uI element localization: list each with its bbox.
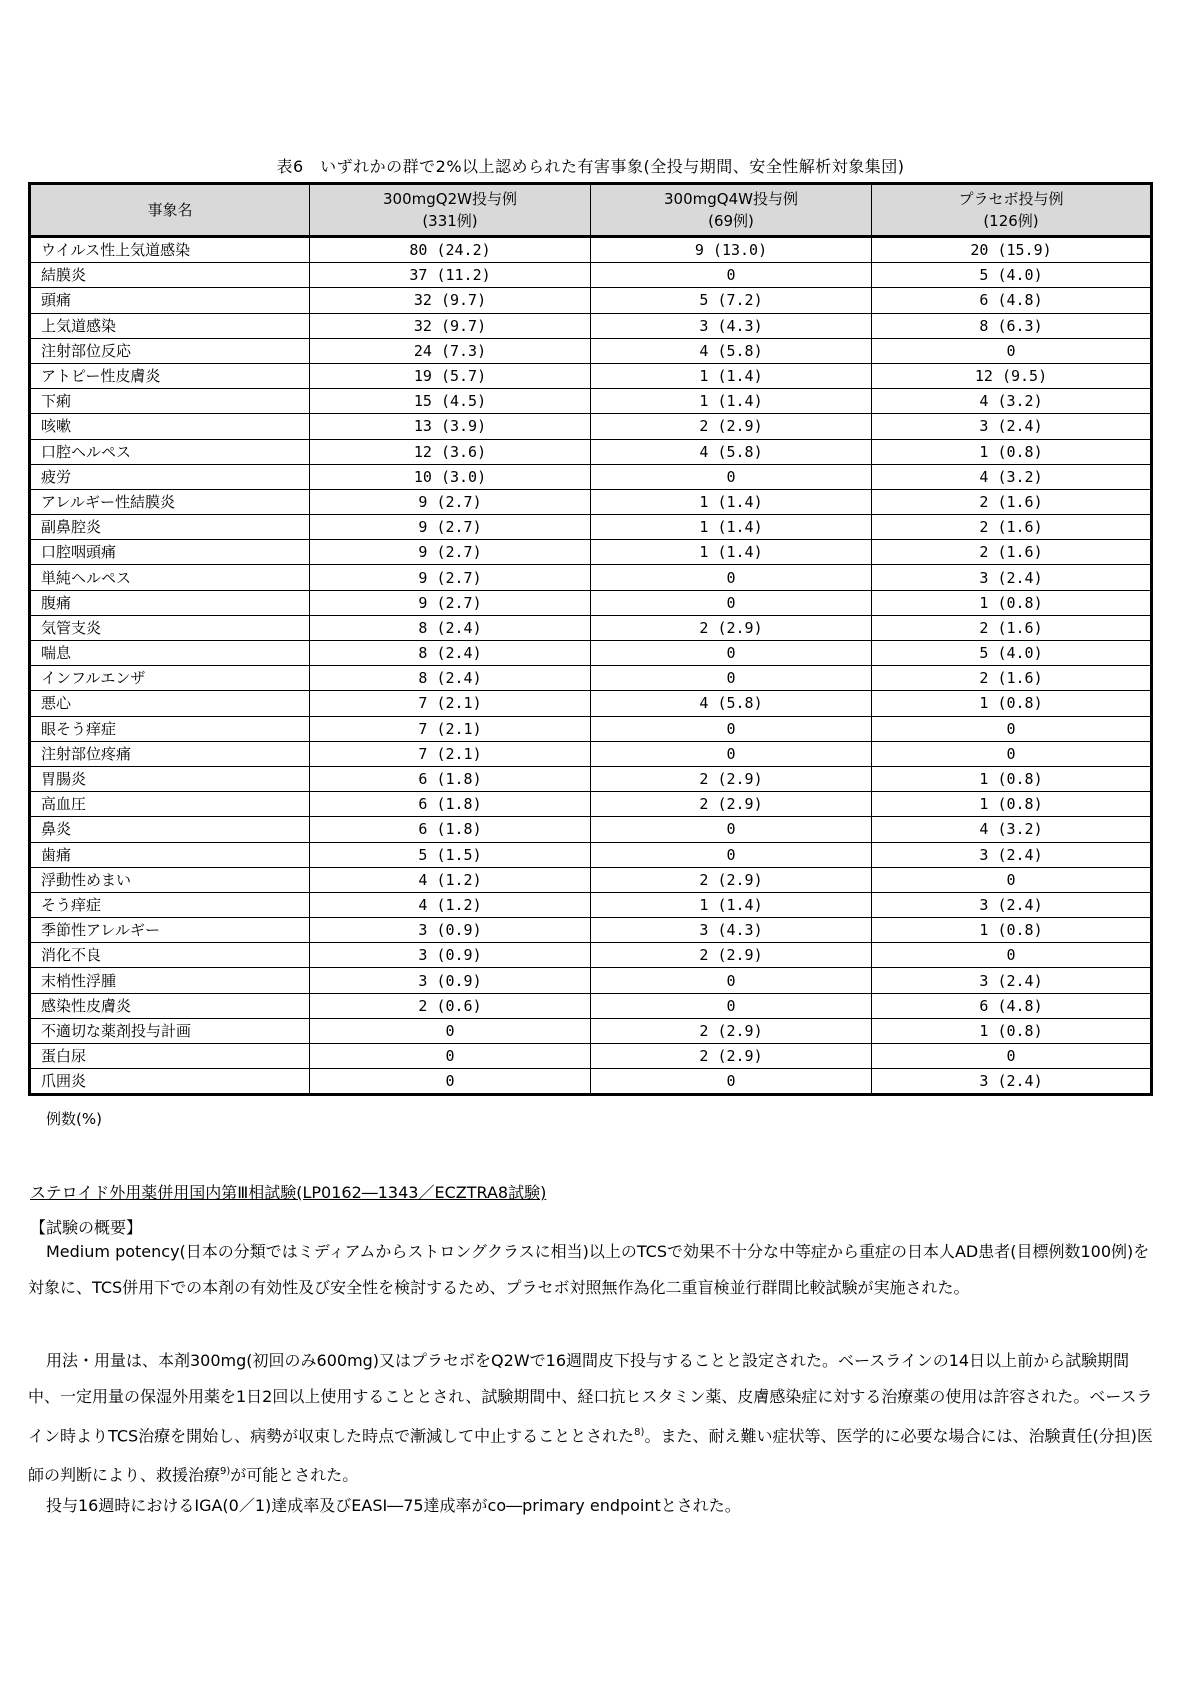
event-name-cell: 口腔咽頭痛	[30, 540, 310, 565]
table-row	[30, 716, 1152, 741]
placebo-cell: 1 (0.8)	[872, 792, 1152, 817]
table-row	[30, 565, 1152, 590]
q4w-cell: 1 (1.4)	[591, 540, 872, 565]
event-name-cell: 蛋白尿	[30, 1044, 310, 1069]
q4w-cell: 1 (1.4)	[591, 515, 872, 540]
table-row	[30, 263, 1152, 288]
table-row	[30, 439, 1152, 464]
table-row	[30, 1044, 1152, 1069]
q2w-cell: 8 (2.4)	[310, 666, 591, 691]
paragraph-dosage-text-a: 用法・用量は、本剤300mg(初回のみ600mg)又はプラセボをQ2Wで16週間皮下投与することと設定された。ベースラインの14日以上前から試験期間中、一定用量の保湿外用薬を1日2回以上使用することとされ、試験期間中、経口抗ヒスタミン薬、皮膚感染症に対する治療薬の使用は許容された。ベースライン時よりTCS治療を開始し、病勢が収束した時点で漸減して中止することとされた	[28, 1351, 1153, 1446]
header-q2w-count: (331例)	[422, 212, 478, 230]
placebo-cell: 6 (4.8)	[872, 993, 1152, 1018]
q2w-cell: 0	[310, 1044, 591, 1069]
event-name-cell: 副鼻腔炎	[30, 515, 310, 540]
q2w-cell: 6 (1.8)	[310, 817, 591, 842]
event-name-cell: 季節性アレルギー	[30, 918, 310, 943]
placebo-cell: 0	[872, 867, 1152, 892]
placebo-cell: 1 (0.8)	[872, 691, 1152, 716]
adverse-events-table	[28, 182, 1153, 1096]
event-name-cell: 末梢性浮腫	[30, 968, 310, 993]
placebo-cell: 3 (2.4)	[872, 842, 1152, 867]
placebo-cell: 3 (2.4)	[872, 414, 1152, 439]
q4w-cell: 0	[591, 741, 872, 766]
paragraph-dosage-text-c: が可能とされた。	[230, 1465, 359, 1485]
placebo-cell: 4 (3.2)	[872, 817, 1152, 842]
event-name-cell: 咳嗽	[30, 414, 310, 439]
table-row	[30, 817, 1152, 842]
q2w-cell: 9 (2.7)	[310, 489, 591, 514]
table-body	[30, 237, 1152, 1095]
table-row	[30, 464, 1152, 489]
q4w-cell: 0	[591, 1069, 872, 1095]
placebo-cell: 1 (0.8)	[872, 439, 1152, 464]
q4w-cell: 4 (5.8)	[591, 691, 872, 716]
q4w-cell: 2 (2.9)	[591, 792, 872, 817]
q2w-cell: 8 (2.4)	[310, 615, 591, 640]
q2w-cell: 32 (9.7)	[310, 313, 591, 338]
table-row	[30, 993, 1152, 1018]
table-row	[30, 892, 1152, 917]
header-placebo-label: プラセボ投与例	[958, 190, 1064, 208]
q4w-cell: 1 (1.4)	[591, 892, 872, 917]
placebo-cell: 1 (0.8)	[872, 1018, 1152, 1043]
placebo-cell: 5 (4.0)	[872, 641, 1152, 666]
event-name-cell: 疲労	[30, 464, 310, 489]
q2w-cell: 7 (2.1)	[310, 691, 591, 716]
header-q4w-label: 300mgQ4W投与例	[664, 190, 798, 208]
event-name-cell: 喘息	[30, 641, 310, 666]
q4w-cell: 3 (4.3)	[591, 313, 872, 338]
q2w-cell: 7 (2.1)	[310, 741, 591, 766]
placebo-cell: 2 (1.6)	[872, 489, 1152, 514]
placebo-cell: 3 (2.4)	[872, 565, 1152, 590]
event-name-cell: 下痢	[30, 389, 310, 414]
placebo-cell: 20 (15.9)	[872, 237, 1152, 263]
placebo-cell: 12 (9.5)	[872, 363, 1152, 388]
event-name-cell: インフルエンザ	[30, 666, 310, 691]
table-row	[30, 842, 1152, 867]
reference-8: 8)	[634, 1427, 645, 1438]
placebo-cell: 2 (1.6)	[872, 540, 1152, 565]
table-header-row	[30, 184, 1152, 237]
q2w-cell: 4 (1.2)	[310, 867, 591, 892]
paragraph-endpoint: 投与16週時におけるIGA(0／1)達成率及びEASI―75達成率がco―primary endpointとされた。	[46, 1496, 741, 1515]
event-name-cell: アトピー性皮膚炎	[30, 363, 310, 388]
table-row	[30, 1018, 1152, 1043]
table-row	[30, 918, 1152, 943]
q2w-cell: 8 (2.4)	[310, 641, 591, 666]
q2w-cell: 9 (2.7)	[310, 540, 591, 565]
q4w-cell: 3 (4.3)	[591, 918, 872, 943]
header-placebo	[872, 184, 1152, 237]
table-row	[30, 590, 1152, 615]
event-name-cell: アレルギー性結膜炎	[30, 489, 310, 514]
q4w-cell: 2 (2.9)	[591, 414, 872, 439]
q4w-cell: 0	[591, 641, 872, 666]
q4w-cell: 4 (5.8)	[591, 439, 872, 464]
placebo-cell: 5 (4.0)	[872, 263, 1152, 288]
q2w-cell: 3 (0.9)	[310, 943, 591, 968]
q4w-cell: 2 (2.9)	[591, 943, 872, 968]
placebo-cell: 3 (2.4)	[872, 892, 1152, 917]
placebo-cell: 0	[872, 1044, 1152, 1069]
event-name-cell: 結膜炎	[30, 263, 310, 288]
table-row	[30, 313, 1152, 338]
q4w-cell: 0	[591, 842, 872, 867]
section-title: ステロイド外用薬併用国内第Ⅲ相試験(LP0162―1343／ECZTRA8試験)	[30, 1183, 547, 1202]
placebo-cell: 1 (0.8)	[872, 918, 1152, 943]
event-name-cell: 注射部位疼痛	[30, 741, 310, 766]
q4w-cell: 2 (2.9)	[591, 766, 872, 791]
event-name-cell: ウイルス性上気道感染	[30, 237, 310, 263]
placebo-cell: 6 (4.8)	[872, 288, 1152, 313]
table-row	[30, 540, 1152, 565]
placebo-cell: 1 (0.8)	[872, 766, 1152, 791]
header-q2w-label: 300mgQ2W投与例	[383, 190, 517, 208]
q4w-cell: 0	[591, 590, 872, 615]
event-name-cell: 感染性皮膚炎	[30, 993, 310, 1018]
table-row	[30, 943, 1152, 968]
placebo-cell: 2 (1.6)	[872, 666, 1152, 691]
q2w-cell: 37 (11.2)	[310, 263, 591, 288]
header-q2w	[310, 184, 591, 237]
q4w-cell: 0	[591, 716, 872, 741]
placebo-cell: 0	[872, 338, 1152, 363]
q2w-cell: 7 (2.1)	[310, 716, 591, 741]
placebo-cell: 0	[872, 741, 1152, 766]
q4w-cell: 4 (5.8)	[591, 338, 872, 363]
q2w-cell: 12 (3.6)	[310, 439, 591, 464]
header-event-name: 事象名	[30, 184, 310, 237]
table-row	[30, 414, 1152, 439]
q4w-cell: 2 (2.9)	[591, 867, 872, 892]
event-name-cell: 口腔ヘルペス	[30, 439, 310, 464]
table-row	[30, 338, 1152, 363]
table-row	[30, 968, 1152, 993]
placebo-cell: 3 (2.4)	[872, 968, 1152, 993]
reference-9: 9)	[220, 1466, 231, 1478]
event-name-cell: そう痒症	[30, 892, 310, 917]
event-name-cell: 気管支炎	[30, 615, 310, 640]
event-name-cell: 爪囲炎	[30, 1069, 310, 1095]
q4w-cell: 1 (1.4)	[591, 363, 872, 388]
q4w-cell: 0	[591, 565, 872, 590]
q2w-cell: 19 (5.7)	[310, 363, 591, 388]
q2w-cell: 13 (3.9)	[310, 414, 591, 439]
q2w-cell: 9 (2.7)	[310, 515, 591, 540]
q4w-cell: 2 (2.9)	[591, 1018, 872, 1043]
table-row	[30, 363, 1152, 388]
paragraph-study-design: Medium potency(日本の分類ではミディアムからストロングクラスに相当)以上のTCSで効果不十分な中等症から重症の日本人AD患者(目標例数100例)を対象に、TCS併用下での本剤の有効性及び安全性を検討するため、プラセボ対照無作為化二重盲検並行群間比較試験が実施された。	[28, 1242, 1150, 1297]
placebo-cell: 2 (1.6)	[872, 615, 1152, 640]
q2w-cell: 0	[310, 1018, 591, 1043]
table-footnote: 例数(%)	[46, 1110, 102, 1128]
paragraph-dosage-text-b: 。また、耐え難い症状等、医学的に必要な場合には、治験責任(分担)医師の判断により、救援治療	[28, 1426, 1153, 1485]
q4w-cell: 0	[591, 993, 872, 1018]
q4w-cell: 5 (7.2)	[591, 288, 872, 313]
table-row	[30, 615, 1152, 640]
q2w-cell: 5 (1.5)	[310, 842, 591, 867]
event-name-cell: 不適切な薬剤投与計画	[30, 1018, 310, 1043]
q2w-cell: 9 (2.7)	[310, 565, 591, 590]
table-row	[30, 489, 1152, 514]
q2w-cell: 0	[310, 1069, 591, 1095]
q2w-cell: 3 (0.9)	[310, 918, 591, 943]
event-name-cell: 単純ヘルペス	[30, 565, 310, 590]
placebo-cell: 4 (3.2)	[872, 464, 1152, 489]
table-row	[30, 867, 1152, 892]
q2w-cell: 80 (24.2)	[310, 237, 591, 263]
table-row	[30, 766, 1152, 791]
table-row	[30, 666, 1152, 691]
table-row	[30, 515, 1152, 540]
q2w-cell: 32 (9.7)	[310, 288, 591, 313]
placebo-cell: 0	[872, 716, 1152, 741]
table-row	[30, 792, 1152, 817]
event-name-cell: 消化不良	[30, 943, 310, 968]
q2w-cell: 10 (3.0)	[310, 464, 591, 489]
q4w-cell: 1 (1.4)	[591, 489, 872, 514]
event-name-cell: 頭痛	[30, 288, 310, 313]
q4w-cell: 0	[591, 968, 872, 993]
event-name-cell: 腹痛	[30, 590, 310, 615]
event-name-cell: 浮動性めまい	[30, 867, 310, 892]
header-placebo-count: (126例)	[983, 212, 1039, 230]
table-row	[30, 1069, 1152, 1095]
paragraph-dosage	[28, 1343, 1153, 1494]
q4w-cell: 2 (2.9)	[591, 615, 872, 640]
event-name-cell: 高血圧	[30, 792, 310, 817]
table-row	[30, 237, 1152, 263]
placebo-cell: 0	[872, 943, 1152, 968]
placebo-cell: 2 (1.6)	[872, 515, 1152, 540]
q4w-cell: 0	[591, 464, 872, 489]
placebo-cell: 3 (2.4)	[872, 1069, 1152, 1095]
header-q4w-count: (69例)	[708, 212, 754, 230]
placebo-cell: 1 (0.8)	[872, 590, 1152, 615]
placebo-cell: 4 (3.2)	[872, 389, 1152, 414]
q2w-cell: 4 (1.2)	[310, 892, 591, 917]
q4w-cell: 9 (13.0)	[591, 237, 872, 263]
q4w-cell: 1 (1.4)	[591, 389, 872, 414]
table-row	[30, 741, 1152, 766]
q4w-cell: 0	[591, 263, 872, 288]
event-name-cell: 歯痛	[30, 842, 310, 867]
q2w-cell: 3 (0.9)	[310, 968, 591, 993]
header-q4w	[591, 184, 872, 237]
event-name-cell: 上気道感染	[30, 313, 310, 338]
table-caption: 表6 いずれかの群で2%以上認められた有害事象(全投与期間、安全性解析対象集団)	[276, 157, 905, 176]
table-row	[30, 389, 1152, 414]
q2w-cell: 9 (2.7)	[310, 590, 591, 615]
overview-heading: 【試験の概要】	[30, 1218, 143, 1237]
event-name-cell: 眼そう痒症	[30, 716, 310, 741]
placebo-cell: 8 (6.3)	[872, 313, 1152, 338]
table-row	[30, 641, 1152, 666]
q4w-cell: 0	[591, 817, 872, 842]
q2w-cell: 6 (1.8)	[310, 766, 591, 791]
table-row	[30, 691, 1152, 716]
event-name-cell: 鼻炎	[30, 817, 310, 842]
event-name-cell: 胃腸炎	[30, 766, 310, 791]
q2w-cell: 2 (0.6)	[310, 993, 591, 1018]
q2w-cell: 6 (1.8)	[310, 792, 591, 817]
event-name-cell: 注射部位反応	[30, 338, 310, 363]
q4w-cell: 0	[591, 666, 872, 691]
q2w-cell: 15 (4.5)	[310, 389, 591, 414]
table-row	[30, 288, 1152, 313]
q2w-cell: 24 (7.3)	[310, 338, 591, 363]
event-name-cell: 悪心	[30, 691, 310, 716]
q4w-cell: 2 (2.9)	[591, 1044, 872, 1069]
